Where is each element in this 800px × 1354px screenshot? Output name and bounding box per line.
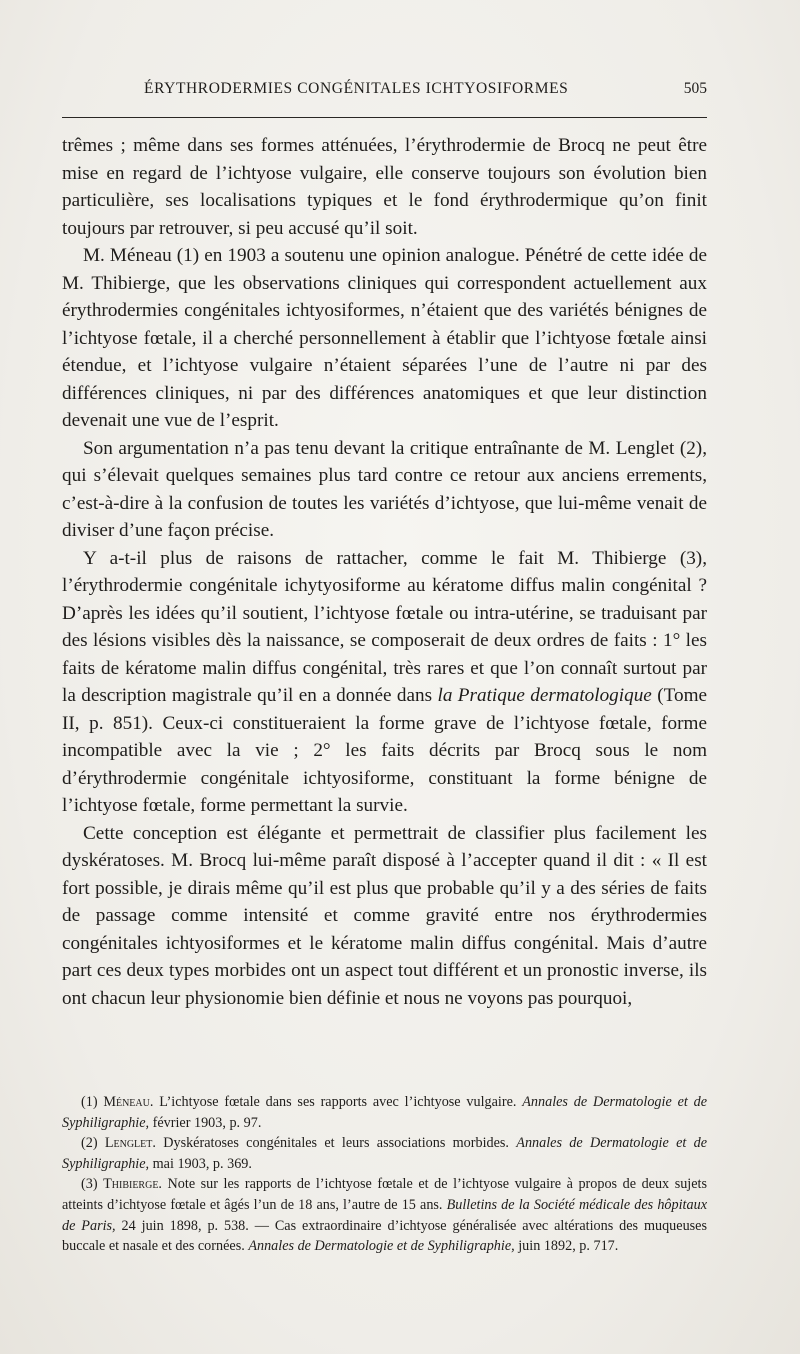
footnote-2-text: Dyskératoses congénitales et leurs associations morbides. — [155, 1135, 517, 1152]
footnote-3-journal-1: Bulletins de la Société médicale des hôpitaux de Paris, — [62, 1196, 707, 1234]
footnote-1-author: Méneau. — [103, 1094, 154, 1110]
footnote-3-author: Thibierge. — [103, 1176, 162, 1193]
paragraph-3: Son argumentation n’a pas tenu devant la critique entraînante de M. Lenglet (2), qui s’élevait quelques semaines plus tard contre ce retour aux anciens errements, c’est-à-dire à la confusion de toutes les variétés d’ichtyose, que lui-même venait de diviser d’une façon précise. — [62, 437, 707, 541]
header-rule — [62, 117, 707, 118]
paragraph-1: trêmes ; même dans ses formes atténuées, l’érythrodermie de Brocq ne peut être mise en regard de l’ichtyose vulgaire, elle conserve toujours son évolution bien particulière, ses localisations typiques et le fond érythrodermique qu’on finit toujours par retrouver, si peu accusé qu’il soit. — [62, 135, 707, 239]
running-head — [62, 80, 707, 104]
footnote-2-author: Lenglet. — [104, 1135, 156, 1152]
running-title: ÉRYTHRODERMIES CONGÉNITALES ICHTYOSIFORMES — [144, 80, 569, 97]
footnote-2-mark: (2) — [81, 1135, 98, 1152]
footnote-3-text-2: 24 juin 1898, p. 538. — Cas extraordinaire d’ichtyose généralisée avec altérations des muqueuses buccale et nasale et des cornées. — [62, 1217, 708, 1255]
paragraph-4-book-title: la Pratique dermatologique — [437, 685, 652, 706]
footnote-1-journal: Annales de Dermatologie et de Syphiligraphie, — [62, 1094, 707, 1131]
footnote-1-text: L’ichtyose fœtale dans ses rapports avec l’ichtyose vulgaire. — [153, 1094, 523, 1110]
footnote-3 — [62, 1174, 707, 1256]
paragraph-5: Cette conception est élégante et permettrait de classifier plus facilement les dyskératoses. M. Brocq lui-même paraît disposé à l’accepter quand il dit : « Il est fort possible, je dirais même qu’il est plus que probable qu’il y a des séries de faits de passage comme intensité et comme gravité entre nos érythrodermies congénitales ichtyosiformes et le kératome malin diffus congénital. Mais d’autre part ces deux types morbides ont un aspect tout différent et un pronostic inverse, ils ont chacun leur physionomie bien définie et nous ne voyons pas pourquoi, — [62, 822, 707, 1009]
paragraph-4-text-a: Y a-t-il plus de raisons de rattacher, comme le fait M. Thibierge (3), l’érythrodermie congénitale ichytyosiforme au kératome diffus malin congénital ? D’après les idées qu’il soutient, l’ichtyose fœtale ou intra-utérine, se traduisant par des lésions visibles dès la naissance, se composerait de deux ordres de faits : 1° les faits de kératome malin diffus congénital, très rares et que l’on connaît surtout par la description magistrale qu’il en a donnée dans — [62, 547, 707, 706]
paragraph-2: M. Méneau (1) en 1903 a soutenu une opinion analogue. Pénétré de cette idée de M. Thibierge, que les observations cliniques qui correspondent actuellement aux érythrodermies congénitales ichtyosiformes, n’étaient que des variétés bénignes de l’ichtyose fœtale, il a cherché personnellement à établir que l’ichtyose fœtale ainsi étendue, et l’ichtyose vulgaire n’étaient séparées l’une de l’autre ni par des différences cliniques, ni par des différences anatomiques et que leur distinction devenait une vue de l’esprit. — [62, 245, 707, 431]
footnotes — [62, 1092, 707, 1257]
footnote-2-date: mai 1903, p. 369. — [149, 1155, 252, 1172]
paragraph-4 — [62, 545, 707, 820]
footnote-3-text-1: Note sur les rapports de l’ichtyose fœtale et de l’ichtyose vulgaire à propos de deux sujets atteints d’ichtyose fœtale et âgés l’un de 18 ans, l’autre de 15 ans. — [62, 1176, 708, 1213]
main-text — [62, 132, 707, 1012]
paragraph-4-text-b: (Tome II, p. 851). Ceux-ci constitueraient la forme grave de l’ichtyose fœtale, forme incompatible avec la vie ; 2° les faits décrits par Brocq sous le nom d’érythrodermie congénitale ichtyosiforme, constituant la forme bénigne de l’ichtyose fœtale, forme permettant la survie. — [62, 685, 708, 816]
footnote-1-mark: (1) — [81, 1094, 98, 1110]
footnote-2 — [62, 1133, 707, 1174]
footnote-3-journal-2: Annales de Dermatologie et de Syphiligraphie, — [248, 1238, 515, 1255]
footnote-1 — [62, 1092, 707, 1133]
footnote-1-date: février 1903, p. 97. — [149, 1114, 262, 1131]
footnote-3-mark: (3) — [81, 1176, 98, 1193]
footnote-2-journal: Annales de Dermatologie et de Syphiligraphie, — [62, 1135, 707, 1172]
page-number: 505 — [683, 80, 707, 97]
footnote-3-date: juin 1892, p. 717. — [514, 1238, 619, 1255]
